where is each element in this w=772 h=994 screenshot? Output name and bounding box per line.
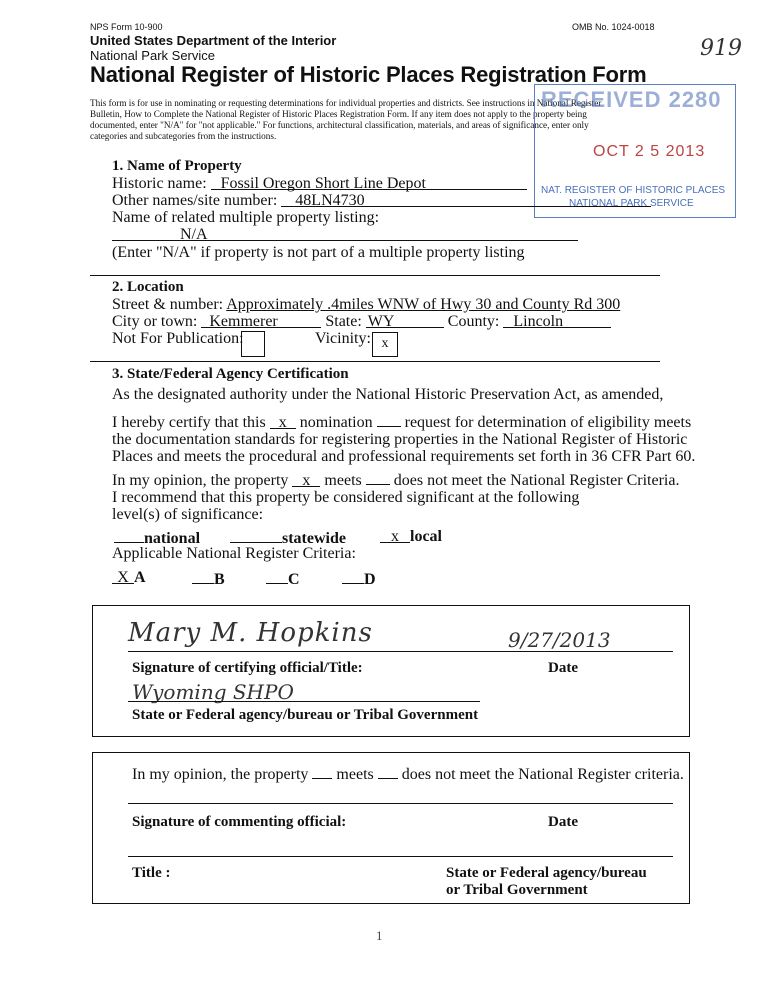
signature-line	[128, 651, 673, 652]
divider	[90, 275, 660, 276]
commenting-signature-line	[128, 803, 673, 804]
related-listing-label: Name of related multiple property listing:	[112, 209, 380, 226]
commenting-date-label: Date	[548, 814, 578, 830]
commenting-title-line	[128, 856, 673, 857]
certifying-signature-label: Signature of certifying official/Title:	[132, 660, 363, 676]
historic-name-value[interactable]: Fossil Oregon Short Line Depot	[211, 175, 527, 190]
stamp-line1: NAT. REGISTER OF HISTORIC PLACES	[541, 185, 726, 196]
other-names-row: Other names/site number: 48LN4730	[112, 192, 651, 210]
commenting-signature-label: Signature of commenting official:	[132, 814, 347, 830]
historic-name-row: Historic name: Fossil Oregon Short Line Depot	[112, 175, 527, 193]
authority-text: As the designated authority under the National Historic Preservation Act, as amended,	[112, 386, 664, 403]
opinion-paragraph: In my opinion, the property x meets does not meet the National Register Criteria. I recommend that this property be considered significant at the following level(s) of significance:	[112, 472, 680, 523]
page-number: 1	[376, 928, 383, 943]
other-names-value[interactable]: 48LN4730	[281, 192, 651, 207]
related-listing-value[interactable]: N/A	[112, 226, 578, 241]
certification-date-label: Date	[548, 660, 578, 676]
stamp-received: RECEIVED 2280	[541, 87, 722, 112]
nomination-mark[interactable]: x	[270, 414, 296, 429]
intro-text: This form is for use in nominating or requesting determinations for individual properties and districts. See instructions in National Register Bulletin, How to Complete the National Register of Historic Places Registration Form. If any item does not apply to the property being documented, enter "N/A" for "not applicable." For functions, architectural classification, materials, and areas of significance, enter only categories and subcategories from the instructions.	[90, 98, 602, 141]
certifying-agency: Wyoming SHPO	[132, 680, 294, 704]
level-statewide: statewide	[230, 528, 346, 548]
commenting-agency-label: State or Federal agency/bureau or Tribal Government	[446, 865, 647, 898]
related-listing-note: (Enter "N/A" if property is not part of a multiple property listing	[112, 244, 525, 261]
criteria-b: B	[192, 569, 225, 589]
criteria-label: Applicable National Register Criteria:	[112, 545, 356, 562]
county-value[interactable]: Lincoln	[503, 313, 611, 328]
comment-does-not-meet-mark[interactable]	[378, 764, 398, 779]
criteria-a: X A	[112, 569, 146, 587]
does-not-meet-mark[interactable]	[366, 470, 390, 485]
vicinity-checkbox[interactable]: x	[372, 332, 398, 357]
department: United States Department of the Interior	[90, 33, 337, 48]
certifying-agency-label: State or Federal agency/bureau or Tribal Government	[132, 707, 479, 723]
level-local: x local	[380, 528, 442, 546]
street-value[interactable]: Approximately .4miles WNW of Hwy 30 and County Rd 300	[226, 296, 621, 313]
omb-number: OMB No. 1024-0018	[572, 22, 655, 32]
divider	[90, 361, 660, 362]
form-number: NPS Form 10-900	[90, 22, 163, 32]
section1-heading: 1. Name of Property	[112, 158, 242, 174]
city-value[interactable]: Kemmerer	[201, 313, 321, 328]
city-row: City or town: Kemmerer State: WY County: Lincoln	[112, 313, 611, 331]
criteria-d: D	[342, 569, 376, 589]
criteria-b-mark[interactable]	[192, 569, 214, 584]
state-value[interactable]: WY	[366, 313, 444, 328]
criteria-c: C	[266, 569, 300, 589]
criteria-c-mark[interactable]	[266, 569, 288, 584]
criteria-a-mark[interactable]: X	[112, 569, 134, 584]
street-row: Street & number: Approximately .4miles WNW of Hwy 30 and County Rd 300	[112, 296, 621, 313]
certifying-signature: Mary M. Hopkins	[128, 618, 373, 648]
stamp-line2: NATIONAL PARK SERVICE	[569, 198, 694, 209]
national-mark[interactable]	[114, 528, 144, 543]
criteria-d-mark[interactable]	[342, 569, 364, 584]
commenting-title-label: Title :	[132, 865, 171, 881]
not-for-publication-label: Not For Publication:	[112, 330, 244, 347]
local-mark[interactable]: x	[380, 528, 410, 543]
level-national: national	[114, 528, 200, 548]
request-mark[interactable]	[377, 412, 401, 427]
agency-line	[128, 701, 480, 702]
form-title: National Register of Historic Places Registration Form	[90, 62, 647, 87]
not-for-publication-checkbox[interactable]	[241, 331, 265, 357]
commenting-opinion: In my opinion, the property meets does not meet the National Register criteria.	[132, 766, 684, 783]
vicinity-label: Vicinity:	[315, 330, 371, 347]
handwritten-number: 919	[700, 36, 742, 61]
section2-heading: 2. Location	[112, 279, 184, 295]
section3-heading: 3. State/Federal Agency Certification	[112, 366, 349, 382]
certification-date: 9/27/2013	[508, 628, 611, 652]
stamp-date: OCT 2 5 2013	[593, 143, 706, 160]
comment-meets-mark[interactable]	[312, 764, 332, 779]
service: National Park Service	[90, 48, 215, 63]
certify-paragraph: I hereby certify that this x nomination request for determination of eligibility meets the documentation standards for registering properties in the National Register of Historic Places and meets the procedural and professional requirements set forth in 36 CFR Part 60.	[112, 414, 696, 465]
statewide-mark[interactable]	[230, 528, 282, 543]
meets-mark[interactable]: x	[292, 472, 320, 487]
